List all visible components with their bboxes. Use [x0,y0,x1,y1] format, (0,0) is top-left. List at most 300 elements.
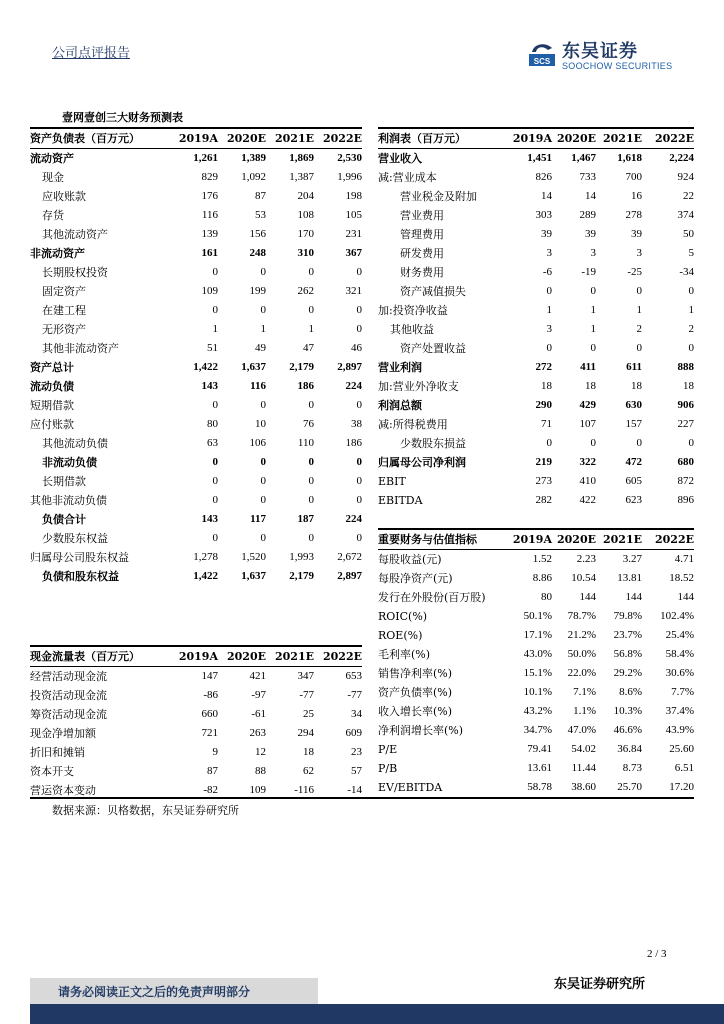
row-value: 50.0% [567,648,596,660]
row-value: 1 [260,323,266,335]
row-value: 63 [207,437,218,449]
row-value: 87 [255,190,266,202]
row-label: 营运资本变动 [30,784,96,797]
row-value: 310 [297,247,314,259]
row-value: 157 [625,418,642,430]
year-header: 2021E [596,128,642,149]
row-value: 50.1% [523,610,552,622]
row-value: 3.27 [622,553,642,565]
row-value: 18 [631,380,642,392]
row-value: 8.86 [532,572,552,584]
row-value: 0 [212,266,218,278]
table-row [30,377,362,396]
row-value: 23.7% [613,629,642,641]
row-label: 减:营业成本 [378,171,437,184]
row-value: 2,179 [289,570,314,582]
row-value: 109 [201,285,218,297]
row-value: 30.6% [665,667,694,679]
table-row [30,529,362,548]
table-row [30,491,362,510]
row-value: 15.1% [523,667,552,679]
table-row [378,301,694,320]
row-value: 51 [207,342,218,354]
year-header: 2021E [596,529,642,550]
row-value: 1,467 [571,152,596,164]
table-row [30,472,362,491]
row-value: 0 [260,399,266,411]
row-value: 0 [688,285,694,297]
row-value: 0 [212,304,218,316]
row-value: 0 [308,532,314,544]
row-value: 733 [579,171,596,183]
row-value: 906 [677,399,694,411]
table-row [30,396,362,415]
row-value: 2,530 [337,152,362,164]
row-value: 39 [585,228,596,240]
row-value: 161 [201,247,218,259]
row-value: 263 [249,727,266,739]
table-row [378,168,694,187]
row-value: 0 [308,266,314,278]
row-value: 0 [260,304,266,316]
row-value: 46.6% [613,724,642,736]
row-value: 0 [546,437,552,449]
row-value: 605 [625,475,642,487]
row-value: 22 [683,190,694,202]
row-value: 49 [255,342,266,354]
row-value: 1,520 [241,551,266,563]
row-value: 367 [345,247,362,259]
row-label: 减:所得税费用 [378,418,448,431]
row-value: -19 [581,266,596,278]
report-type: 公司点评报告 [52,46,131,61]
row-label: 其他非流动负债 [30,494,107,507]
row-value: 50 [683,228,694,240]
row-value: 143 [201,380,218,392]
balance-sheet-table [30,127,362,586]
row-value: 7.1% [573,686,596,698]
table-row [378,149,694,169]
row-value: 273 [535,475,552,487]
table-row [30,667,362,687]
row-label: 其他流动资产 [42,228,108,241]
row-label: 营业税金及附加 [400,190,477,203]
row-label: 少数股东权益 [42,532,108,545]
logo-cn-text: 东吴证券 [562,41,638,62]
row-value: 3 [546,323,552,335]
table-row [30,686,362,705]
row-label: 研发费用 [400,247,444,260]
row-label: 利润总额 [378,399,422,412]
row-value: 6.51 [674,762,694,774]
row-value: 57 [351,765,362,777]
row-value: 2.23 [576,553,596,565]
row-value: 0 [636,437,642,449]
row-value: 347 [297,670,314,682]
row-value: 79.8% [613,610,642,622]
table-row [378,740,694,759]
row-label: 现金净增加额 [30,727,96,740]
table-row [30,301,362,320]
row-value: 18 [541,380,552,392]
row-value: 829 [201,171,218,183]
table-row [378,588,694,607]
row-value: 1,451 [527,152,552,164]
row-value: 116 [201,209,218,221]
table-row [30,358,362,377]
row-value: 79.41 [527,743,552,755]
row-value: 0 [356,456,362,468]
table-row [378,645,694,664]
table-row [378,225,694,244]
row-value: 187 [297,513,314,525]
year-header: 2021E [266,646,314,667]
row-value: 0 [308,399,314,411]
row-value: 0 [260,456,266,468]
row-value: 0 [546,342,552,354]
row-label: 归属母公司股东权益 [30,551,129,564]
row-label: 资产处置收益 [400,342,466,355]
row-value: 18 [683,380,694,392]
row-value: 10.54 [571,572,596,584]
table-row [378,434,694,453]
row-value: 47 [303,342,314,354]
row-value: 410 [579,475,596,487]
row-label: EBITDA [378,494,423,507]
year-header: 2021E [266,128,314,149]
row-value: 18.52 [669,572,694,584]
row-value: 721 [201,727,218,739]
row-value: 2,672 [337,551,362,563]
row-value: 262 [297,285,314,297]
row-value: 0 [308,494,314,506]
row-value: 80 [207,418,218,430]
year-header: 2019A [506,529,552,550]
row-value: 1.1% [573,705,596,717]
table-row [30,453,362,472]
table-row [30,149,362,169]
row-value: 199 [249,285,266,297]
row-label: 毛利率(%) [378,648,431,661]
logo-mark-text: SCS [533,57,551,66]
row-value: 14 [585,190,596,202]
row-value: 700 [625,171,642,183]
row-value: 78.7% [567,610,596,622]
table-row [378,339,694,358]
table-row [30,168,362,187]
row-label: 长期股权投资 [42,266,108,279]
row-value: 5 [688,247,694,259]
row-value: 1,261 [193,152,218,164]
row-value: 2,897 [337,570,362,582]
row-label: 每股净资产(元) [378,572,453,585]
logo-en-text: SOOCHOW SECURITIES [562,61,673,71]
row-label: 财务费用 [400,266,444,279]
row-value: 21.2% [567,629,596,641]
row-value: 36.84 [617,743,642,755]
year-header: 2019A [170,128,218,149]
row-value: 0 [356,399,362,411]
table-row [30,225,362,244]
row-label: 在建工程 [42,304,86,317]
row-value: 107 [579,418,596,430]
row-value: 109 [249,784,266,796]
year-header: 2022E [314,128,362,149]
row-label: 流动资产 [30,152,74,165]
row-label: 资本开支 [30,765,74,778]
row-value: 71 [541,418,552,430]
row-value: -6 [542,266,552,278]
row-label: 每股收益(元) [378,553,442,566]
row-value: 0 [356,323,362,335]
row-label: 存货 [42,209,64,222]
row-value: 421 [249,670,266,682]
row-value: 1.52 [532,553,552,565]
row-value: 156 [249,228,266,240]
row-value: 826 [535,171,552,183]
row-value: 0 [212,532,218,544]
row-label: 净利润增长率(%) [378,724,464,737]
row-value: 2 [636,323,642,335]
table-row [30,724,362,743]
row-value: 11.44 [571,762,596,774]
row-value: 278 [625,209,642,221]
row-value: 1,637 [241,361,266,373]
table-row [30,282,362,301]
row-value: 0 [590,342,596,354]
row-value: 1,422 [193,361,218,373]
row-value: 88 [255,765,266,777]
table-row [378,569,694,588]
row-value: 13.81 [617,572,642,584]
row-value: 0 [356,304,362,316]
row-label: 其他收益 [390,323,434,336]
row-value: 0 [212,494,218,506]
row-label: 资产负债率(%) [378,686,453,699]
row-value: 105 [345,209,362,221]
row-value: 1 [546,304,552,316]
table-row [30,206,362,225]
row-value: 1,993 [289,551,314,563]
table-row [378,187,694,206]
row-value: 0 [308,475,314,487]
company-logo [528,36,678,76]
row-value: 303 [535,209,552,221]
row-value: 0 [212,399,218,411]
row-label: 非流动资产 [30,247,85,260]
row-value: 102.4% [660,610,694,622]
table-row [378,759,694,778]
year-header: 2022E [642,529,694,550]
row-value: 0 [212,475,218,487]
row-value: -14 [347,784,362,796]
row-value: 1 [688,304,694,316]
row-value: -116 [294,784,314,796]
page-number: 2 / 3 [647,948,667,960]
row-value: 0 [356,266,362,278]
row-label: 其他非流动资产 [42,342,119,355]
table-row [378,282,694,301]
row-value: 0 [356,532,362,544]
table-row [30,762,362,781]
row-value: 3 [590,247,596,259]
row-value: 680 [677,456,694,468]
year-header: 2022E [314,646,362,667]
table-row [378,396,694,415]
table-row [30,339,362,358]
row-value: 116 [250,380,266,392]
row-value: -61 [251,708,266,720]
row-value: -77 [347,689,362,701]
row-value: 2,179 [289,361,314,373]
row-label: EV/EBITDA [378,781,443,794]
table-row [378,721,694,740]
row-label: 营业利润 [378,361,422,374]
row-value: 43.0% [523,648,552,660]
row-value: 18 [303,746,314,758]
year-header: 2020E [552,128,596,149]
row-value: 1 [636,304,642,316]
row-value: 8.73 [622,762,642,774]
row-value: 1,389 [241,152,266,164]
row-label: 短期借款 [30,399,74,412]
row-value: 0 [590,437,596,449]
row-value: -86 [203,689,218,701]
row-label: 应付账款 [30,418,74,431]
row-value: 13.61 [527,762,552,774]
row-value: 1,387 [289,171,314,183]
row-value: 25.60 [669,743,694,755]
footer-band [30,1004,724,1024]
row-value: 10 [255,418,266,430]
row-label: 发行在外股份(百万股) [378,591,486,604]
row-label: 投资活动现金流 [30,689,107,702]
row-value: 872 [677,475,694,487]
row-value: 176 [201,190,218,202]
row-value: 143 [201,513,218,525]
row-value: 117 [250,513,266,525]
row-value: 1,092 [241,171,266,183]
row-label: 非流动负债 [42,456,97,469]
row-value: 0 [356,494,362,506]
row-value: 16 [631,190,642,202]
row-value: 1,869 [289,152,314,164]
table-row [378,702,694,721]
row-value: 7.7% [671,686,694,698]
row-value: 80 [541,591,552,603]
row-value: 289 [579,209,596,221]
row-value: 1 [308,323,314,335]
table-row [378,377,694,396]
row-label: 经营活动现金流 [30,670,107,683]
row-value: 25.4% [665,629,694,641]
row-value: 25.70 [617,781,642,793]
table-row [378,550,694,570]
row-value: 321 [345,285,362,297]
row-value: 9 [212,746,218,758]
row-value: 47.0% [567,724,596,736]
row-value: 611 [626,361,642,373]
row-value: 43.9% [665,724,694,736]
table-row [378,206,694,225]
row-label: 长期借款 [42,475,86,488]
row-value: 0 [308,456,314,468]
row-label: 管理费用 [400,228,444,241]
row-value: 54.02 [571,743,596,755]
table-row [378,778,694,797]
table-row [30,320,362,339]
row-label: 销售净利率(%) [378,667,453,680]
table-row [30,510,362,529]
row-value: 224 [345,380,362,392]
row-value: 660 [201,708,218,720]
key-ratios-table [378,528,694,797]
row-value: 139 [201,228,218,240]
forecast-table-title: 壹网壹创三大财务预测表 [62,111,183,124]
table-row [378,683,694,702]
row-value: 0 [546,285,552,297]
year-header: 2019A [506,128,552,149]
row-label: 加:营业外净收支 [378,380,459,393]
row-label: 收入增长率(%) [378,705,453,718]
row-value: 888 [677,361,694,373]
row-value: 472 [625,456,642,468]
table-row [30,415,362,434]
row-label: 少数股东损益 [400,437,466,450]
table-row [30,567,362,586]
row-value: 87 [207,765,218,777]
table-row [378,491,694,510]
row-value: 17.1% [523,629,552,641]
row-value: 34 [351,708,362,720]
row-value: 8.6% [619,686,642,698]
year-header: 2020E [552,529,596,550]
row-value: 106 [249,437,266,449]
year-header: 2020E [218,128,266,149]
table-row [30,244,362,263]
row-value: 38.60 [571,781,596,793]
logo-mark-icon [528,40,556,68]
row-value: 3 [546,247,552,259]
year-header: 2019A [170,646,218,667]
row-label: 归属母公司净利润 [378,456,466,469]
row-label: 资产总计 [30,361,74,374]
year-header: 2022E [642,128,694,149]
row-value: 0 [636,342,642,354]
row-value: 2,224 [669,152,694,164]
row-value: 39 [541,228,552,240]
row-value: 2 [688,323,694,335]
row-value: 39 [631,228,642,240]
row-value: 144 [579,591,596,603]
row-label: EBIT [378,475,406,488]
table-row [378,472,694,491]
row-value: 18 [585,380,596,392]
table-row [30,548,362,567]
table-row [378,664,694,683]
year-header: 2020E [218,646,266,667]
row-value: 1,422 [193,570,218,582]
row-label: 负债合计 [42,513,86,526]
table-bottom-rule [30,797,694,799]
data-source: 数据来源：贝格数据，东吴证券研究所 [52,804,239,817]
table-row [30,705,362,724]
row-label: 应收账款 [42,190,86,203]
row-value: 58.4% [665,648,694,660]
table-row [378,626,694,645]
row-value: 29.2% [613,667,642,679]
row-value: 609 [345,727,362,739]
